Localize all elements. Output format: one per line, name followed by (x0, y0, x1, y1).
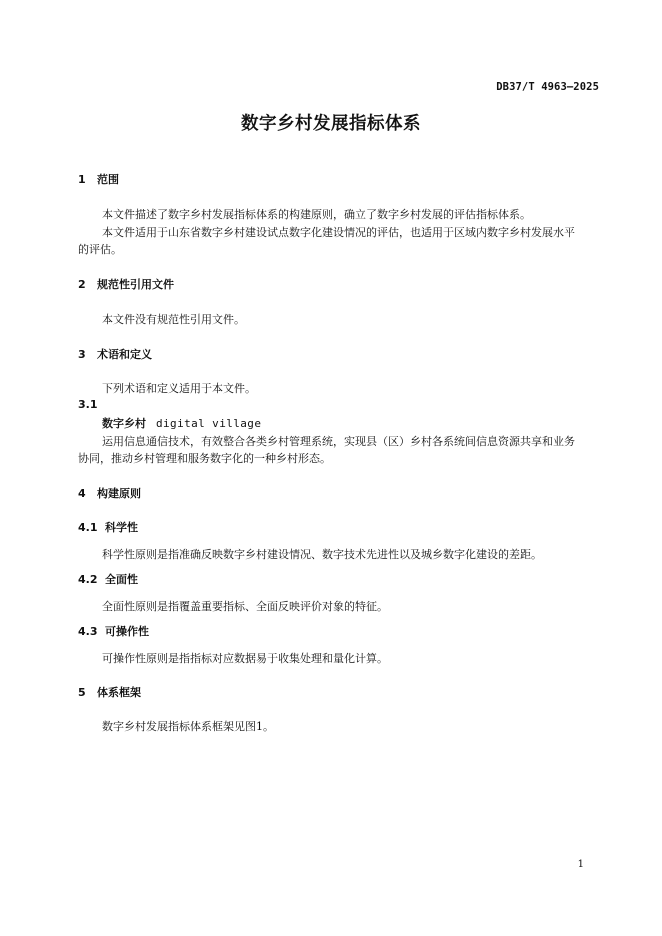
term-name-zh: 数字乡村 (102, 417, 146, 430)
section-number: 5 (78, 686, 86, 699)
section-heading-normative-references (78, 276, 174, 292)
document-title: 数字乡村发展指标体系 (241, 114, 421, 134)
section-title: 规范性引用文件 (97, 278, 174, 291)
section-heading-terms (78, 346, 152, 362)
subsection-number: 4.3 (78, 625, 98, 638)
term-definition: 运用信息通信技术，有效整合各类乡村管理系统，实现县（区）乡村各系统间信息资源共享和业务 (102, 435, 575, 448)
section-number: 4 (78, 487, 86, 500)
section-title: 术语和定义 (97, 348, 152, 361)
section-heading-scope (78, 171, 119, 187)
term-definition-continuation: 协同，推动乡村管理和服务数字化的一种乡村形态。 (78, 452, 331, 465)
term-number: 3.1 (78, 398, 98, 411)
paragraph: 下列术语和定义适用于本文件。 (102, 382, 256, 395)
section-number: 1 (78, 173, 86, 186)
section-number: 3 (78, 348, 86, 361)
subsection-title: 可操作性 (105, 625, 149, 638)
term-entry (102, 415, 261, 431)
paragraph-continuation: 的评估。 (78, 243, 122, 256)
paragraph: 本文件没有规范性引用文件。 (102, 313, 245, 326)
paragraph: 全面性原则是指覆盖重要指标、全面反映评价对象的特征。 (102, 600, 388, 613)
subsection-heading-scientific (78, 519, 138, 535)
section-title: 范围 (97, 173, 119, 186)
subsection-heading-operability (78, 623, 149, 639)
subsection-number: 4.1 (78, 521, 98, 534)
paragraph: 科学性原则是指准确反映数字乡村建设情况、数字技术先进性以及城乡数字化建设的差距。 (102, 548, 542, 561)
paragraph: 本文件适用于山东省数字乡村建设试点数字化建设情况的评估，也适用于区域内数字乡村发展水平 (102, 226, 575, 239)
subsection-title: 全面性 (105, 573, 138, 586)
subsection-heading-comprehensive (78, 571, 138, 587)
section-number: 2 (78, 278, 86, 291)
subsection-number: 4.2 (78, 573, 98, 586)
paragraph: 本文件描述了数字乡村发展指标体系的构建原则，确立了数字乡村发展的评估指标体系。 (102, 208, 531, 221)
paragraph: 可操作性原则是指指标对应数据易于收集处理和量化计算。 (102, 652, 388, 665)
paragraph: 数字乡村发展指标体系框架见图1。 (102, 720, 274, 733)
section-title: 体系框架 (97, 686, 141, 699)
standard-code: DB37/T 4963—2025 (496, 81, 599, 93)
section-title: 构建原则 (97, 487, 141, 500)
page-number: 1 (577, 859, 584, 870)
section-heading-principles (78, 485, 141, 501)
term-name-en: digital village (156, 417, 262, 430)
subsection-title: 科学性 (105, 521, 138, 534)
section-heading-framework (78, 684, 141, 700)
